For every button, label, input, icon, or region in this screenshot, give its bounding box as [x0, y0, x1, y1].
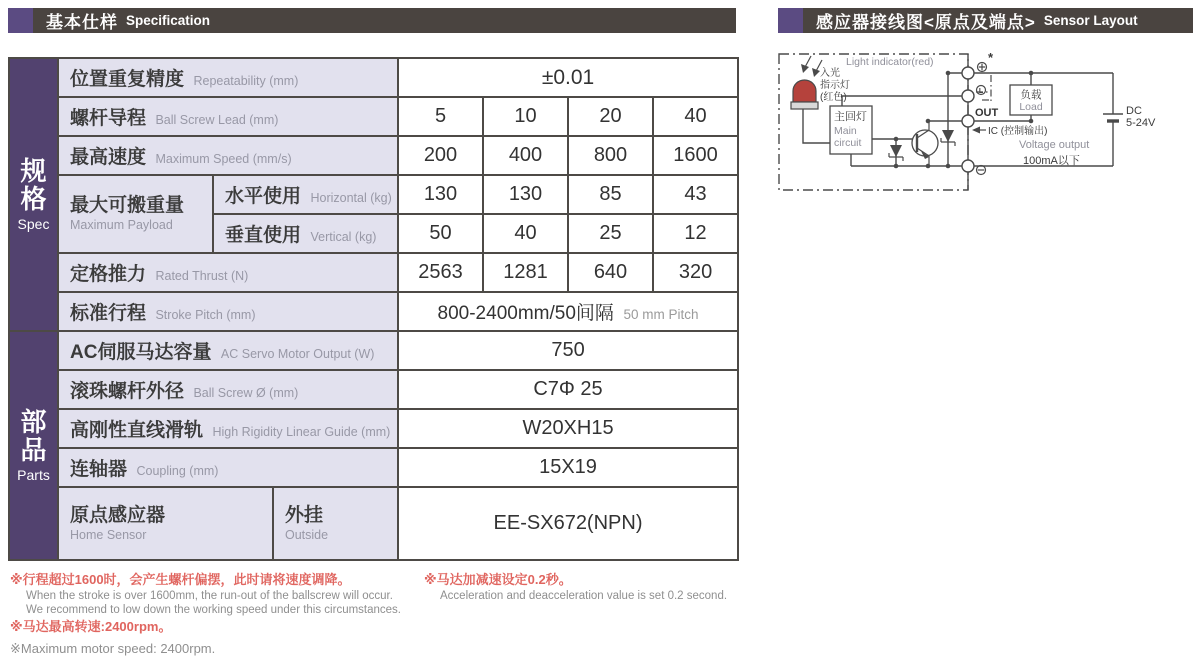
note-motor-speed-en: ※Maximum motor speed: 2400rpm.: [10, 640, 216, 656]
value-servo-output: 750: [398, 331, 738, 370]
note-motor-speed-zh: ※马达最高转速:2400rpm。: [10, 619, 172, 635]
note-stroke-en2: We recommend to low down the working speed under this circumstances.: [26, 604, 401, 617]
label-ball-screw-lead: 螺杆导程 Ball Screw Lead (mm): [58, 97, 398, 136]
light-indicator-label: Light indicator(red): [846, 56, 934, 68]
light-zh-line3: (红色): [820, 92, 847, 103]
row-rated-thrust: [9, 253, 738, 292]
note-accel-zh: ※马达加减速设定0.2秒。: [424, 572, 572, 587]
value-stroke-pitch: 800-2400mm/50间隔 50 mm Pitch: [398, 292, 738, 331]
sensor-diagram-svg: [776, 46, 1196, 198]
l-terminal-letter: L: [978, 88, 984, 96]
npn-transistor-icon: [912, 121, 938, 166]
voltage-output-label: Voltage output: [1019, 139, 1090, 151]
value-thrust-1: 2563: [398, 253, 483, 292]
label-rated-thrust: 定格推力 Rated Thrust (N): [58, 253, 398, 292]
value-vertical-2: 40: [483, 214, 568, 253]
band-parts-char1: 部: [20, 406, 47, 437]
value-speed-2: 400: [483, 136, 568, 175]
footnotes-left: [10, 571, 415, 658]
value-thrust-3: 640: [568, 253, 653, 292]
row-servo-output: [9, 331, 738, 370]
value-speed-1: 200: [398, 136, 483, 175]
star-mark: *: [988, 50, 994, 65]
row-ball-screw-od: [9, 370, 738, 409]
value-repeatability: ±0.01: [398, 58, 738, 97]
value-lead-3: 20: [568, 97, 653, 136]
ic-label: IC (控制输出): [988, 126, 1048, 137]
load-zh: 负载: [1020, 89, 1042, 101]
value-coupling: 15X19: [398, 448, 738, 487]
main-circuit-zh: 主回灯: [834, 111, 867, 123]
row-payload-horizontal: [9, 175, 738, 214]
label-stroke-pitch: 标准行程 Stroke Pitch (mm): [58, 292, 398, 331]
spec-header-title-zh: 基本仕样: [46, 13, 118, 32]
header-accent-square: [8, 8, 33, 33]
sensor-body-outline: [779, 54, 968, 190]
band-parts-char2: 品: [20, 435, 47, 465]
band-spec-char2: 格: [20, 184, 47, 214]
value-vertical-4: 12: [653, 214, 738, 253]
note-accel-en: Acceleration and deacceleration value is set 0.2 second.: [440, 589, 728, 602]
spec-section-header: [8, 8, 736, 33]
sensor-wiring-diagram: [776, 46, 1196, 203]
current-limit-label: 100mA以下: [1023, 155, 1080, 167]
value-thrust-2: 1281: [483, 253, 568, 292]
light-zh-line2: 指示灯: [820, 80, 850, 91]
row-linear-guide: [9, 409, 738, 448]
label-payload-horizontal: 水平使用 Horizontal (kg): [213, 175, 398, 214]
value-thrust-4: 320: [653, 253, 738, 292]
value-horizontal-1: 130: [398, 175, 483, 214]
battery-icon: [1103, 114, 1123, 121]
label-max-speed: 最高速度 Maximum Speed (mm/s): [58, 136, 398, 175]
led-indicator-icon: [791, 80, 818, 109]
label-servo-output: AC伺服马达容量 AC Servo Motor Output (W): [58, 331, 398, 370]
sensor-header-title-zh: 感应器接线图<原点及端点>: [816, 13, 1036, 32]
value-linear-guide: W20XH15: [398, 409, 738, 448]
value-speed-3: 800: [568, 136, 653, 175]
label-max-payload: 最大可搬重量 Maximum Payload: [58, 175, 213, 253]
label-payload-vertical: 垂直使用 Vertical (kg): [213, 214, 398, 253]
footnotes-right: [424, 571, 754, 603]
label-coupling: 连轴器 Coupling (mm): [58, 448, 398, 487]
dc-label-2: 5-24V: [1126, 117, 1156, 129]
band-spec-en: Spec: [17, 216, 50, 233]
minus-terminal-icon: [977, 166, 986, 175]
value-horizontal-2: 130: [483, 175, 568, 214]
value-ball-screw-od: C7Φ 25: [398, 370, 738, 409]
main-circuit-en1: Main: [834, 125, 857, 137]
label-home-sensor: 原点感应器 Home Sensor: [58, 487, 273, 560]
sensor-layout-header: [778, 8, 1193, 33]
note-stroke-zh: ※行程超过1600时，会产生螺杆偏摆，此时请将速度调降。: [10, 572, 351, 587]
value-speed-4: 1600: [653, 136, 738, 175]
value-home-sensor: EE-SX672(NPN): [398, 487, 738, 560]
light-zh-line1: 入光: [820, 68, 840, 79]
value-lead-4: 40: [653, 97, 738, 136]
main-circuit-en2: circuit: [834, 137, 862, 149]
spec-header-title-en: Specification: [126, 13, 211, 28]
header-accent-square: [778, 8, 803, 33]
specification-table: [8, 57, 739, 561]
plus-terminal-icon: [978, 63, 987, 72]
incident-light-arrows-icon: [801, 56, 822, 77]
value-vertical-1: 50: [398, 214, 483, 253]
row-repeatability: [9, 58, 738, 97]
section-band-spec: [9, 58, 58, 331]
band-spec-char1: 规: [20, 155, 47, 186]
value-horizontal-4: 43: [653, 175, 738, 214]
row-coupling: [9, 448, 738, 487]
label-repeatability: 位置重复精度 Repeatability (mm): [58, 58, 398, 97]
row-stroke-pitch: [9, 292, 738, 331]
label-ball-screw-od: 滚珠螺杆外径 Ball Screw Ø (mm): [58, 370, 398, 409]
row-max-speed: [9, 136, 738, 175]
note-stroke-en1: When the stroke is over 1600mm, the run-out of the ballscrew will occur.: [26, 589, 393, 602]
section-band-parts: [9, 331, 58, 560]
row-home-sensor: [9, 487, 738, 560]
ic-arrow-icon: [972, 127, 986, 134]
dc-label-1: DC: [1126, 105, 1142, 117]
sensor-header-title-en: Sensor Layout: [1043, 13, 1138, 28]
value-lead-1: 5: [398, 97, 483, 136]
value-lead-2: 10: [483, 97, 568, 136]
load-en: Load: [1019, 101, 1043, 113]
band-parts-en: Parts: [17, 467, 50, 484]
label-linear-guide: 高刚性直线滑轨 High Rigidity Linear Guide (mm): [58, 409, 398, 448]
value-vertical-3: 25: [568, 214, 653, 253]
row-ball-screw-lead: [9, 97, 738, 136]
label-home-sensor-mount: 外挂 Outside: [273, 487, 398, 560]
value-horizontal-3: 85: [568, 175, 653, 214]
out-label: OUT: [975, 107, 999, 119]
